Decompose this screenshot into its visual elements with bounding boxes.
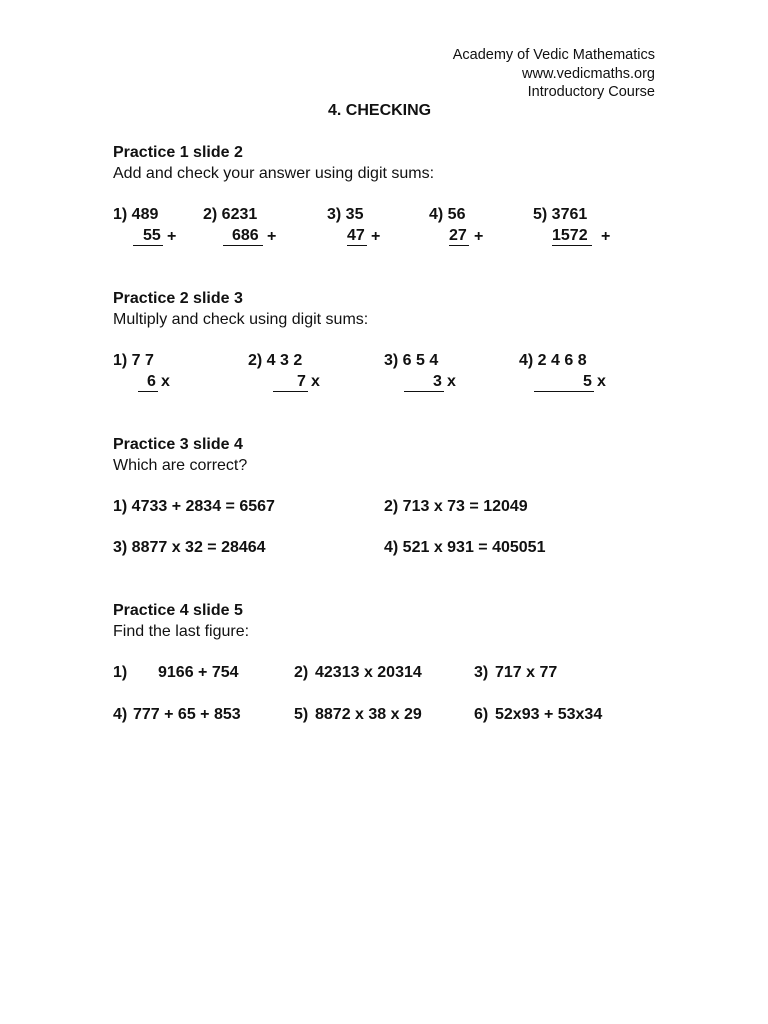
practice4-item-5-expression: 8872 x 38 x 29 xyxy=(315,706,422,723)
page-title: 4. CHECKING xyxy=(328,102,432,119)
practice4-item-1-expression: 9166 + 754 xyxy=(158,664,239,681)
practice2-problem-4-rule xyxy=(534,391,594,392)
practice1-problem-2-bottom: 686 xyxy=(232,227,259,244)
practice1-problem-3-bottom: 47 xyxy=(347,227,365,244)
practice2-problem-1-rule xyxy=(138,391,158,392)
practice4-item-6-number: 6) xyxy=(474,706,489,723)
header-website: www.vedicmaths.org xyxy=(522,66,655,82)
practice1-problem-1-op: + xyxy=(167,228,177,245)
practice2-problem-1-top: 1) 7 7 xyxy=(113,352,154,369)
practice4-item-4-number: 4) xyxy=(113,706,128,723)
practice1-problem-3-top: 3) 35 xyxy=(327,206,364,223)
practice4-item-2-expression: 42313 x 20314 xyxy=(315,664,422,681)
practice2-problem-4-op: x xyxy=(597,373,606,390)
practice2-problem-2-top: 2) 4 3 2 xyxy=(248,352,303,369)
practice2-heading: Practice 2 slide 3 xyxy=(113,290,243,307)
practice1-problem-1-bottom: 55 xyxy=(143,227,161,244)
practice1-problem-4-top: 4) 56 xyxy=(429,206,466,223)
practice4-item-4-expression: 777 + 65 + 853 xyxy=(133,706,241,723)
practice2-problem-3-rule xyxy=(404,391,444,392)
practice4-item-3-number: 3) xyxy=(474,664,489,681)
practice2-problem-4-top: 4) 2 4 6 8 xyxy=(519,352,587,369)
practice1-problem-5-rule xyxy=(552,245,592,246)
practice2-problem-1-bottom: 6 xyxy=(147,373,156,390)
practice4-item-1-number: 1) xyxy=(113,664,128,681)
practice4-item-6-expression: 52x93 + 53x34 xyxy=(495,706,603,723)
practice1-problem-2-rule xyxy=(223,245,263,246)
practice1-problem-4-op: + xyxy=(474,228,484,245)
practice1-heading: Practice 1 slide 2 xyxy=(113,144,243,161)
practice1-problem-5-bottom: 1572 xyxy=(552,227,588,244)
practice3-item-1: 1) 4733 + 2834 = 6567 xyxy=(113,498,275,515)
practice3-heading: Practice 3 slide 4 xyxy=(113,436,243,453)
practice1-problem-3-op: + xyxy=(371,228,381,245)
practice4-item-5-number: 5) xyxy=(294,706,309,723)
practice3-instruction: Which are correct? xyxy=(113,457,248,474)
practice4-item-2-number: 2) xyxy=(294,664,309,681)
practice1-problem-1-rule xyxy=(133,245,163,246)
practice3-item-2: 2) 713 x 73 = 12049 xyxy=(384,498,528,515)
practice3-item-4: 4) 521 x 931 = 405051 xyxy=(384,539,546,556)
practice2-problem-4-bottom: 5 xyxy=(583,373,592,390)
practice2-problem-1-op: x xyxy=(161,373,170,390)
practice1-problem-3-rule xyxy=(347,245,367,246)
header-academy: Academy of Vedic Mathematics xyxy=(452,47,655,63)
practice1-problem-4-bottom: 27 xyxy=(449,227,467,244)
practice1-instruction: Add and check your answer using digit sums: xyxy=(113,165,435,182)
practice2-problem-3-top: 3) 6 5 4 xyxy=(384,352,439,369)
practice4-heading: Practice 4 slide 5 xyxy=(113,602,243,619)
practice2-problem-2-op: x xyxy=(311,373,320,390)
practice1-problem-1-top: 1) 489 xyxy=(113,206,159,223)
practice2-problem-2-rule xyxy=(273,391,308,392)
practice1-problem-5-top: 5) 3761 xyxy=(533,206,588,223)
practice2-problem-2-bottom: 7 xyxy=(297,373,306,390)
practice1-problem-2-top: 2) 6231 xyxy=(203,206,258,223)
header-course: Introductory Course xyxy=(527,84,655,100)
practice2-instruction: Multiply and check using digit sums: xyxy=(113,311,369,328)
practice1-problem-5-op: + xyxy=(601,228,611,245)
practice2-problem-3-op: x xyxy=(447,373,456,390)
practice3-item-3: 3) 8877 x 32 = 28464 xyxy=(113,539,266,556)
practice4-item-3-expression: 717 x 77 xyxy=(495,664,558,681)
practice1-problem-2-op: + xyxy=(267,228,277,245)
practice1-problem-4-rule xyxy=(449,245,469,246)
practice4-instruction: Find the last figure: xyxy=(113,623,250,640)
practice2-problem-3-bottom: 3 xyxy=(433,373,442,390)
